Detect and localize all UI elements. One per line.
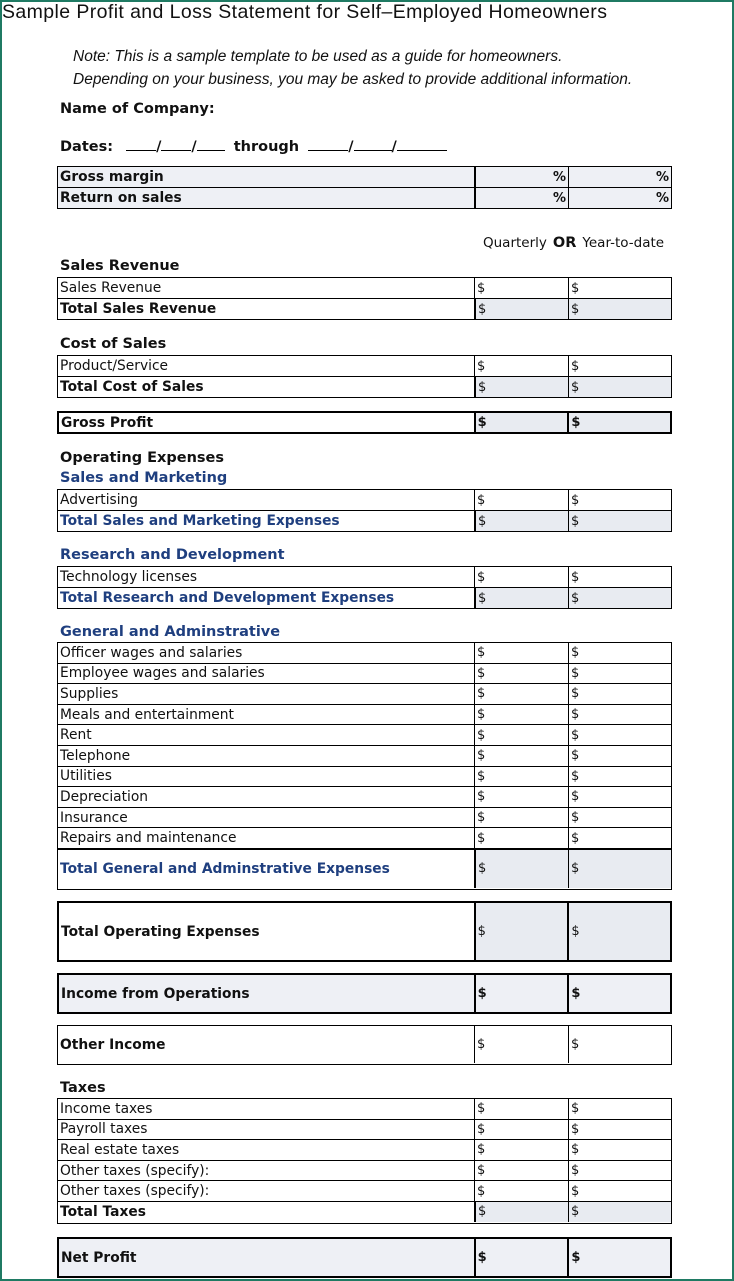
date-blank[interactable] [354,136,392,151]
row-label: Repairs and maintenance [60,830,237,847]
quarterly-cell[interactable]: $ [474,828,568,848]
ytd-cell[interactable]: $ [568,1140,671,1160]
gross-profit-table [57,411,672,434]
income-from-operations-label: Income from Operations [59,975,474,1012]
table-row [58,787,671,808]
total-row [59,1239,670,1276]
ytd-cell[interactable]: $ [568,1120,671,1140]
row-label: Advertising [60,492,139,508]
ratios-table [57,166,672,209]
quarterly-cell[interactable]: $ [474,705,568,725]
ratio-row [58,188,671,208]
ytd-cell[interactable]: $ [568,377,671,397]
ratio-quarterly-cell[interactable]: % [474,188,568,208]
quarterly-cell[interactable]: $ [474,664,568,684]
quarterly-cell[interactable]: $ [474,1202,568,1222]
row-label: Income taxes [60,1100,153,1117]
ytd-cell[interactable]: $ [568,1161,671,1181]
ytd-cell[interactable]: $ [568,511,671,531]
quarterly-cell[interactable]: $ [474,1140,568,1160]
date-blank[interactable] [397,136,447,151]
date-blank[interactable] [126,136,156,151]
quarterly-cell[interactable]: $ [474,850,568,888]
total-row [58,1026,671,1063]
total-row [58,299,671,319]
ytd-cell[interactable]: $ [568,643,671,663]
ratio-ytd-cell[interactable]: % [568,188,671,208]
dates-label: Dates: [60,139,114,155]
section-heading-operating-expenses: Operating Expenses [60,450,225,466]
subheading-general-admin: General and Adminstrative [60,624,281,640]
table-row [58,664,671,685]
section-heading-cost-of-sales: Cost of Sales [60,336,167,352]
table-row [58,643,671,664]
ytd-cell[interactable]: $ [567,975,670,1012]
row-label: Sales Revenue [60,280,162,296]
total-label: Total General and Adminstrative Expenses [60,860,390,877]
total-label: Total Taxes [60,1203,146,1220]
ratio-label: Gross margin [58,167,474,187]
total-label: Total Sales and Marketing Expenses [60,513,340,529]
quarterly-cell[interactable]: $ [474,767,568,787]
ytd-cell[interactable]: $ [568,787,671,807]
row-label: Technology licenses [60,569,198,585]
subheading-sales-marketing: Sales and Marketing [60,470,228,486]
quarterly-cell[interactable]: $ [474,725,568,745]
ytd-cell[interactable]: $ [567,413,670,432]
row-label: Meals and entertainment [60,706,234,723]
row-label: Depreciation [60,788,149,805]
ytd-cell[interactable]: $ [568,278,671,298]
row-label: Real estate taxes [60,1141,180,1158]
column-quarterly: Quarterly [483,235,547,251]
ytd-cell[interactable]: $ [567,903,670,960]
quarterly-cell[interactable]: $ [474,278,568,298]
ratio-row [58,167,671,188]
quarterly-cell[interactable]: $ [474,1181,568,1201]
ytd-cell[interactable]: $ [568,828,671,848]
row-label: Other taxes (specify): [60,1162,210,1179]
total-row [58,588,671,608]
date-blank[interactable] [197,136,225,151]
table-row [58,1161,671,1182]
row-label: Rent [60,727,92,744]
column-header [483,235,664,251]
row-label: Officer wages and salaries [60,644,243,661]
company-label: Name of Company: [60,101,215,117]
quarterly-cell[interactable]: $ [474,1161,568,1181]
quarterly-cell[interactable]: $ [474,684,568,704]
row-label: Other taxes (specify): [60,1183,210,1200]
ytd-cell[interactable]: $ [568,567,671,587]
ytd-cell[interactable]: $ [568,356,671,376]
table-row [58,490,671,511]
table-row [58,1099,671,1120]
other-income-label: Other Income [60,1036,166,1053]
table-row [58,567,671,588]
quarterly-cell[interactable]: $ [474,299,568,319]
quarterly-cell[interactable]: $ [474,903,568,960]
ytd-cell[interactable]: $ [568,1181,671,1201]
table-row [58,1181,671,1202]
table-row [58,278,671,299]
date-blank[interactable] [308,136,348,151]
research-development-table [57,566,672,609]
page-title: Sample Profit and Loss Statement for Self–Employed Homeowners [2,1,608,23]
quarterly-cell[interactable]: $ [474,787,568,807]
table-row [58,808,671,829]
sales-marketing-table [57,489,672,532]
table-row [58,705,671,726]
quarterly-cell[interactable]: $ [474,490,568,510]
ytd-cell[interactable]: $ [568,1202,671,1222]
table-row [58,828,671,849]
section-heading-taxes: Taxes [60,1080,106,1096]
row-label: Supplies [60,685,119,702]
section-heading-sales-revenue: Sales Revenue [60,258,180,274]
quarterly-cell[interactable]: $ [474,511,568,531]
quarterly-cell[interactable]: $ [474,1120,568,1140]
quarterly-cell[interactable]: $ [474,356,568,376]
row-label: Utilities [60,768,112,785]
ytd-cell[interactable]: $ [568,490,671,510]
quarterly-cell[interactable]: $ [474,643,568,663]
column-or: OR [552,235,577,251]
taxes-table [57,1098,672,1224]
note-line-1: Note: This is a sample template to be used as a guide for homeowners. [73,48,563,65]
subheading-research-development: Research and Development [60,547,285,563]
quarterly-cell[interactable]: $ [474,1239,568,1276]
ytd-cell[interactable]: $ [568,1026,671,1063]
row-label: Insurance [60,809,128,826]
column-ytd: Year-to-date [582,235,665,251]
total-label: Total Sales Revenue [60,301,217,317]
ytd-cell[interactable]: $ [568,767,671,787]
table-row [58,725,671,746]
ratio-quarterly-cell[interactable]: % [474,167,568,187]
income-from-operations-table [57,973,672,1014]
total-row [58,511,671,531]
ytd-cell[interactable]: $ [567,1239,670,1276]
total-row [58,849,671,888]
quarterly-cell[interactable]: $ [474,377,568,397]
total-label: Total Cost of Sales [60,379,204,395]
net-profit-label: Net Profit [59,1239,474,1276]
sales-revenue-table [57,277,672,320]
table-row [58,746,671,767]
quarterly-cell[interactable]: $ [474,1099,568,1119]
table-row [58,356,671,377]
ratio-ytd-cell[interactable]: % [568,167,671,187]
row-label: Product/Service [60,358,169,374]
ytd-cell[interactable]: $ [568,588,671,608]
ytd-cell[interactable]: $ [568,746,671,766]
gross-profit-label: Gross Profit [61,414,154,431]
general-admin-table [57,642,672,890]
ytd-cell[interactable]: $ [568,725,671,745]
total-row [59,975,670,1012]
quarterly-cell[interactable]: $ [474,808,568,828]
dates-row: Dates: / / through / / [60,136,447,155]
row-label: Telephone [60,747,131,764]
total-operating-expenses-label: Total Operating Expenses [61,923,260,940]
ytd-cell[interactable]: $ [568,664,671,684]
table-row [58,767,671,788]
ytd-cell[interactable]: $ [568,850,671,888]
quarterly-cell[interactable]: $ [474,588,568,608]
ytd-cell[interactable]: $ [568,684,671,704]
total-label: Total Research and Development Expenses [60,590,395,606]
quarterly-cell[interactable]: $ [474,1026,568,1063]
table-row [58,684,671,705]
quarterly-cell[interactable]: $ [474,746,568,766]
quarterly-cell[interactable]: $ [474,567,568,587]
quarterly-cell[interactable]: $ [474,413,568,432]
dates-through: through [233,139,300,155]
total-row [59,903,670,960]
quarterly-cell[interactable]: $ [474,975,568,1012]
date-blank[interactable] [161,136,191,151]
cost-of-sales-table [57,355,672,398]
ytd-cell[interactable]: $ [568,1099,671,1119]
table-row [58,1120,671,1141]
total-row [59,413,670,432]
row-label: Employee wages and salaries [60,665,265,682]
ytd-cell[interactable]: $ [568,808,671,828]
total-operating-expenses-table [57,901,672,962]
ratio-label: Return on sales [58,188,474,208]
ytd-cell[interactable]: $ [568,299,671,319]
table-row [58,1140,671,1161]
net-profit-table [57,1237,672,1278]
total-row [58,377,671,397]
ytd-cell[interactable]: $ [568,705,671,725]
other-income-table [57,1025,672,1065]
note-line-2: Depending on your business, you may be asked to provide additional information. [73,71,633,88]
total-row [58,1202,671,1222]
row-label: Payroll taxes [60,1121,148,1138]
